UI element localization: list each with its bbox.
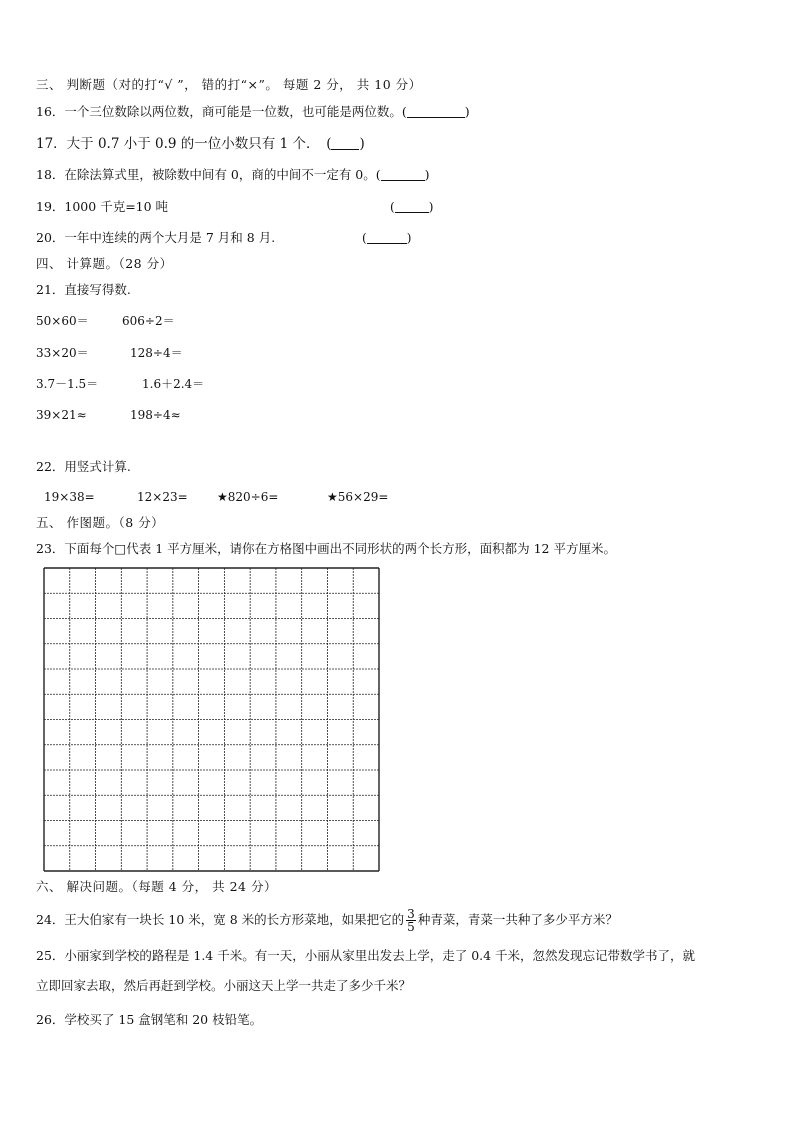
question-26: 26．学校买了 15 盒钢笔和 20 枝铅笔。 (36, 1012, 263, 1027)
fraction-numerator: 3 (407, 907, 415, 921)
q19-answer-box (390, 199, 433, 215)
question-25-line1: 25．小丽家到学校的路程是 1.4 千米。有一天，小丽从家里出发去上学，走了 0.4 千米，忽然发现忘记带数学书了，就 (36, 948, 696, 963)
calc-item: 50×60＝ (36, 314, 89, 328)
question-25-line2: 立即回家去取，然后再赶到学校。小丽这天上学一共走了多少千米？ (36, 978, 412, 993)
q17-text: 17．大于 0.7 小于 0.9 的一位小数只有 1 个． ( (36, 136, 332, 152)
q20-answer-box (362, 230, 411, 246)
calc-item: 128÷4＝ (130, 346, 183, 360)
question-20 (36, 230, 275, 246)
q16-close: ) (464, 104, 470, 119)
q20-answer-blank[interactable] (367, 231, 407, 244)
section4-heading: 四、 计算题。（28 分） (36, 256, 173, 271)
question-18 (36, 167, 430, 183)
vertical-calc-item: 12×23= (137, 490, 188, 504)
q24-after: 种青菜，青菜一共种了多少平方米？ (417, 912, 618, 927)
fraction (406, 908, 416, 933)
q17-answer-blank[interactable] (331, 137, 359, 150)
q18-close: ) (424, 167, 430, 182)
q19-text: 19．1000 千克=10 吨 (36, 199, 169, 214)
q20-close: ) (406, 231, 412, 245)
q19-answer-blank[interactable] (395, 200, 429, 213)
q19-open: ( (390, 200, 395, 214)
calc-item: 33×20＝ (36, 346, 89, 360)
q16-answer-blank[interactable] (407, 105, 465, 118)
q24-before: 24．王大伯家有一块长 10 米，宽 8 米的长方形菜地，如果把它的 (36, 912, 405, 927)
calc-item: 198÷4≈ (130, 408, 181, 422)
drawing-grid[interactable] (43, 567, 380, 872)
calc-item: 39×21≈ (36, 408, 87, 422)
q19-close: ) (428, 200, 434, 214)
question-22-title: 22．用竖式计算. (36, 459, 131, 474)
vertical-calc-item: ★56×29= (327, 490, 389, 504)
q16-text: 16．一个三位数除以两位数，商可能是一位数，也可能是两位数。( (36, 104, 407, 119)
section5-heading: 五、 作图题。（8 分） (36, 515, 165, 530)
section3-heading: 三、 判断题（对的打“√ ”， 错的打“×”。 每题 2 分， 共 10 分） (36, 77, 422, 92)
question-16 (36, 104, 470, 120)
q17-close: ) (359, 136, 365, 152)
vertical-calc-item: 19×38= (44, 490, 95, 504)
q20-open: ( (362, 231, 367, 245)
fraction-denominator: 5 (407, 920, 415, 934)
q18-answer-blank[interactable] (381, 168, 425, 181)
calc-item: 1.6＋2.4＝ (142, 377, 205, 391)
calc-item: 3.7－1.5＝ (36, 377, 99, 391)
question-24 (36, 908, 618, 933)
section6-heading: 六、 解决问题。（每题 4 分， 共 24 分） (36, 879, 277, 894)
question-19 (36, 199, 168, 215)
vertical-calc-item: ★820÷6= (217, 490, 279, 504)
q20-text: 20．一年中连续的两个大月是 7 月和 8 月. (36, 230, 276, 245)
question-23: 23．下面每个□代表 1 平方厘米，请你在方格图中画出不同形状的两个长方形，面积都为 12 平方厘米。 (36, 541, 616, 556)
calc-item: 606÷2＝ (122, 314, 175, 328)
question-17 (36, 136, 365, 152)
q18-text: 18．在除法算式里，被除数中间有 0，商的中间不一定有 0。( (36, 167, 381, 182)
question-21-title: 21．直接写得数. (36, 282, 131, 297)
